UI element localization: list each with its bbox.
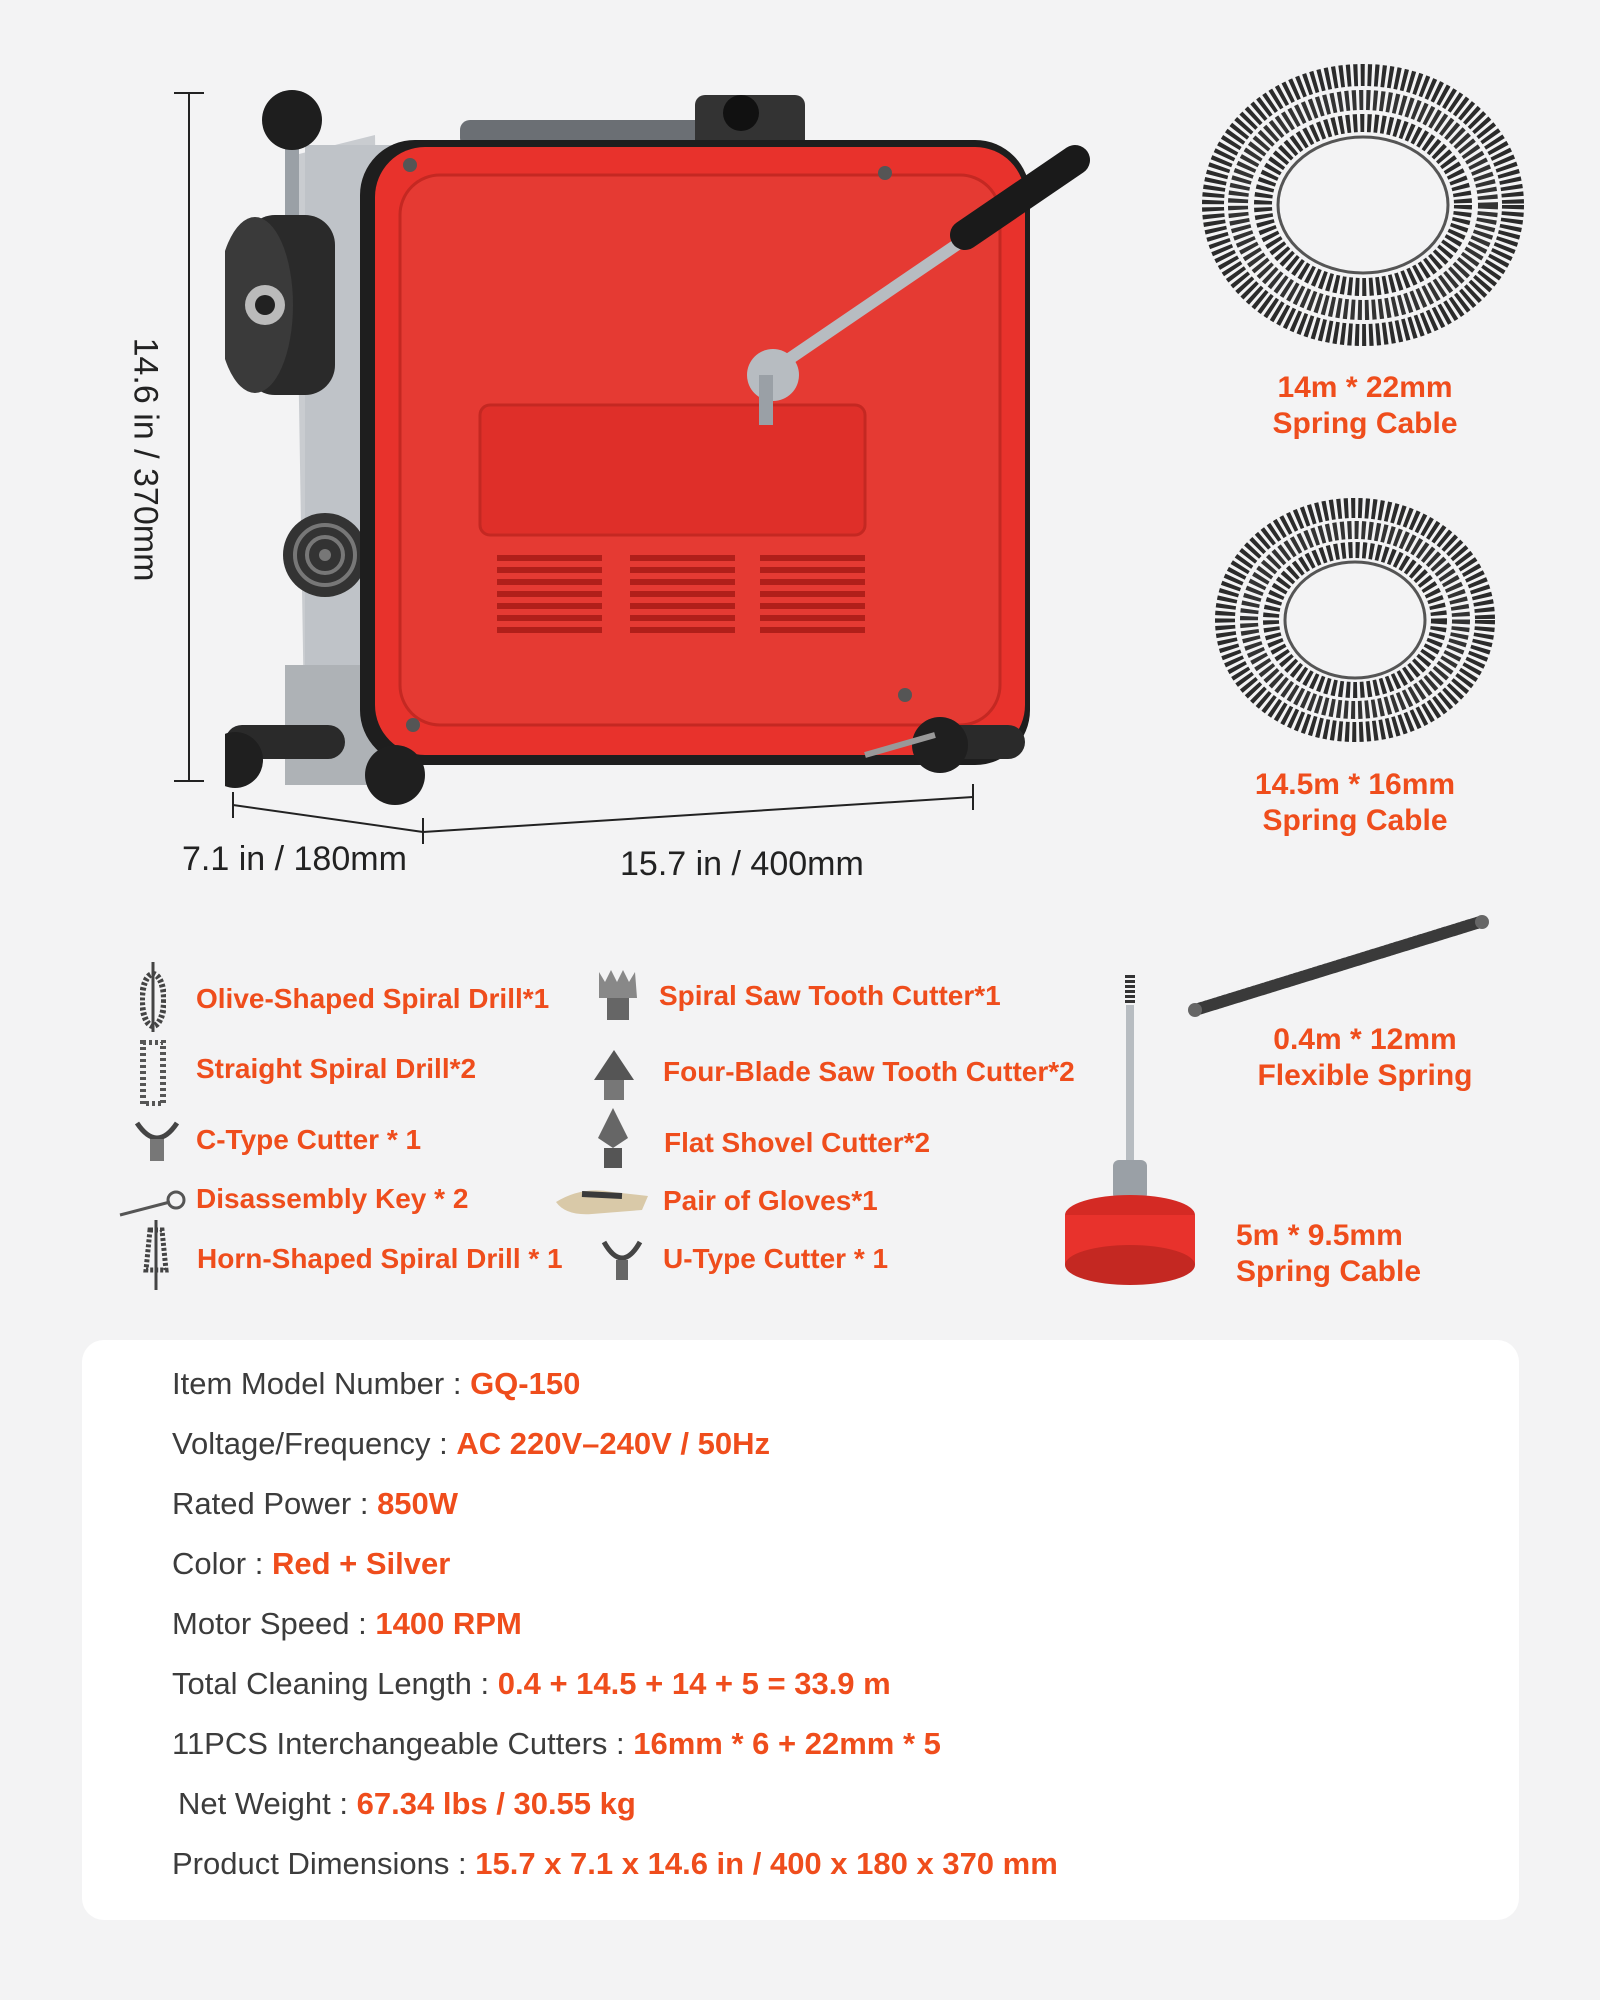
spring-cable-22mm-icon [1200,55,1530,355]
spec-value: AC 220V–240V / 50Hz [456,1426,770,1461]
height-dimension-line [188,92,190,782]
cable-caption-9-5mm-line2: Spring Cable [1236,1255,1422,1288]
accessory-straight-spiral-drill: Straight Spiral Drill*2 [196,1053,477,1084]
spec-value: 1400 RPM [375,1606,522,1641]
gloves-icon [552,1184,652,1218]
cable-caption-9-5mm [1236,1218,1421,1290]
cable-caption-22mm-line1: 14m * 22mm [1277,371,1453,404]
spec-label: Net Weight : [178,1786,349,1821]
cable-caption-12mm-line1: 0.4m * 12mm [1273,1023,1457,1056]
spec-row-motor-speed [172,1606,522,1642]
spec-row-net-weight [178,1786,636,1822]
cable-caption-12mm [1230,1022,1500,1094]
spec-value: 15.7 x 7.1 x 14.6 in / 400 x 180 x 370 mm [475,1846,1058,1881]
cable-caption-12mm-line2: Flexible Spring [1257,1059,1473,1092]
accessory-u-type-cutter: U-Type Cutter * 1 [663,1243,889,1274]
width-dimension-label: 15.7 in / 400mm [620,845,864,883]
depth-dimension-label: 7.1 in / 180mm [182,840,407,878]
spec-label: Motor Speed : [172,1606,367,1641]
accessory-horn-spiral-drill: Horn-Shaped Spiral Drill * 1 [197,1243,563,1274]
spec-value: 850W [377,1486,459,1521]
straight-spiral-drill-icon [140,1040,166,1106]
spec-label: Voltage/Frequency : [172,1426,448,1461]
horn-spiral-drill-icon [142,1220,170,1290]
cable-caption-9-5mm-line1: 5m * 9.5mm [1236,1219,1403,1252]
height-dimension-label: 14.6 in / 370mm [126,337,165,582]
disassembly-key-icon [118,1190,188,1220]
accessory-c-type-cutter: C-Type Cutter * 1 [196,1124,422,1155]
spec-label: Rated Power : [172,1486,369,1521]
flexible-spring-icon [1185,910,1495,1020]
spec-value: GQ-150 [470,1366,581,1401]
spec-row-color [172,1546,450,1582]
spec-row-dimensions [172,1846,1058,1882]
spec-row-voltage [172,1426,770,1462]
c-type-cutter-icon [132,1115,182,1165]
spec-row-cleaning-length [172,1666,891,1702]
drain-cleaner-machine-illustration [225,85,1105,805]
spec-value: Red + Silver [271,1546,451,1581]
spec-label: Item Model Number : [172,1366,462,1401]
spec-value: 0.4 + 14.5 + 14 + 5 = 33.9 m [497,1666,891,1701]
spec-row-cutters [172,1726,941,1762]
four-blade-cutter-icon [590,1050,638,1102]
accessory-spiral-saw-tooth-cutter: Spiral Saw Tooth Cutter*1 [659,980,1001,1011]
spec-row-power [172,1486,458,1522]
saw-tooth-cutter-icon [595,968,641,1024]
accessory-four-blade-cutter: Four-Blade Saw Tooth Cutter*2 [663,1056,1075,1087]
accessory-gloves: Pair of Gloves*1 [663,1185,878,1216]
accessory-disassembly-key: Disassembly Key * 2 [196,1183,469,1214]
spec-label: Total Cleaning Length : [172,1666,490,1701]
accessory-olive-spiral-drill: Olive-Shaped Spiral Drill*1 [196,983,550,1014]
spring-cable-16mm-icon [1210,490,1500,750]
cable-caption-22mm [1230,370,1500,442]
cable-caption-16mm-line1: 14.5m * 16mm [1254,768,1456,801]
u-type-cutter-icon [600,1238,644,1282]
height-dimension-tick-bottom [174,780,204,782]
spec-label: 11PCS Interchangeable Cutters : [172,1726,625,1761]
drum-spring-cable-icon [1055,975,1205,1295]
spec-label: Product Dimensions : [172,1846,467,1881]
spec-row-model [172,1366,580,1402]
olive-spiral-drill-icon [140,962,166,1032]
accessory-flat-shovel-cutter: Flat Shovel Cutter*2 [664,1127,931,1158]
specs-card [82,1340,1519,1920]
cable-caption-16mm-line2: Spring Cable [1262,804,1448,837]
spec-label: Color : [172,1546,264,1581]
cable-caption-16mm [1220,767,1490,839]
flat-shovel-cutter-icon [594,1108,632,1170]
cable-caption-22mm-line2: Spring Cable [1272,407,1458,440]
height-dimension-tick-top [174,92,204,94]
spec-value: 67.34 lbs / 30.55 kg [356,1786,636,1821]
spec-value: 16mm * 6 + 22mm * 5 [633,1726,941,1761]
